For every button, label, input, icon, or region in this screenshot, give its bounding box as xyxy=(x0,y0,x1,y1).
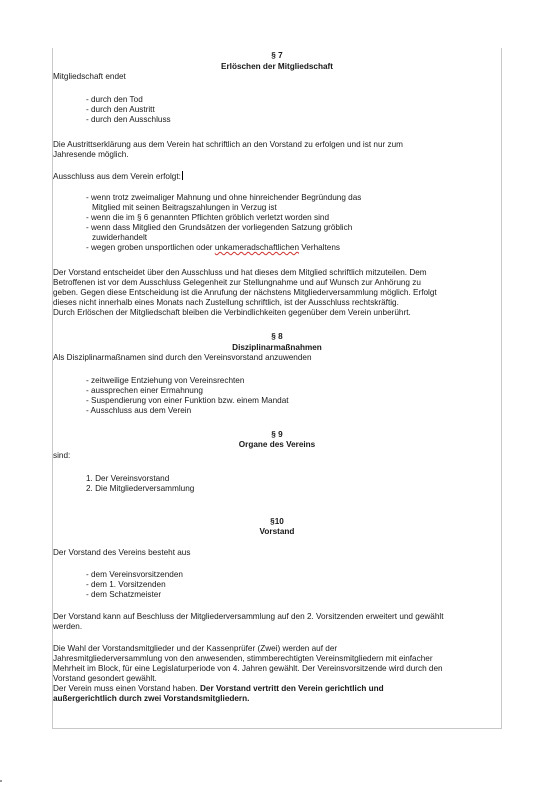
paragraph-line: Die Wahl der Vorstandsmitglieder und der Kassenprüfer (Zwei) werden auf der xyxy=(53,644,338,653)
section-8-title: Disziplinarmaßnahmen xyxy=(232,343,322,352)
misspelled-word[interactable]: unkameradschaftlichen xyxy=(214,243,300,252)
list-item-continuation: Mitglied mit seinen Beitragszahlungen in Verzug ist xyxy=(92,203,277,212)
section-10-number: §10 xyxy=(270,517,284,526)
list-item: - durch den Ausschluss xyxy=(86,115,171,124)
list-item: - dem Schatzmeister xyxy=(86,590,162,599)
section-9-title: Organe des Vereins xyxy=(238,440,316,449)
paragraph-line: Durch Erlöschen der Mitgliedschaft bleiben die Verbindlichkeiten gegenüber dem Verein unberührt. xyxy=(53,308,411,317)
list-item: - dem Vereinsvorsitzenden xyxy=(86,570,183,579)
section-8-number: § 8 xyxy=(271,332,283,341)
paragraph-line xyxy=(53,684,384,694)
list-item: 2. Die Mitgliederversammlung xyxy=(86,484,195,493)
list-item xyxy=(86,243,340,253)
paragraph-line: Der Vorstand entscheidet über den Ausschluss und hat dieses dem Mitglied schriftlich mitzuteilen. Dem xyxy=(53,268,427,277)
list-item: - wenn dass Mitglied den Grundsätzen der vorliegenden Satzung gröblich xyxy=(86,223,353,232)
document-page xyxy=(52,48,502,729)
list-item-continuation: zuwiderhandelt xyxy=(92,233,148,242)
section-7-number: § 7 xyxy=(271,51,283,60)
paragraph-line: geben. Gegen diese Entscheidung ist die Anrufung der nächstens Mitgliederversammlung möglich. Erfolgt xyxy=(53,288,437,297)
section-9-intro: sind: xyxy=(53,451,71,460)
section-10-title: Vorstand xyxy=(259,527,295,536)
ausschluss-intro xyxy=(53,171,183,182)
list-item: - dem 1. Vorsitzenden xyxy=(86,580,166,589)
list-item: - Ausschluss aus dem Verein xyxy=(86,406,192,415)
section-9-number: § 9 xyxy=(271,430,283,439)
list-item: - zeitweilige Entziehung von Vereinsrechten xyxy=(86,376,245,385)
list-item: - aussprechen einer Ermahnung xyxy=(86,386,203,395)
section-7-intro: Mitgliedschaft endet xyxy=(53,72,126,81)
list-item: 1. Der Vereinsvorstand xyxy=(86,474,170,483)
section-8-intro: Als Disziplinarmaßnamen sind durch den Vereinsvorstand anzuwenden xyxy=(53,353,312,362)
paragraph-line: Mehrheit im Block, für eine Legislaturperiode von 4. Jahren gewählt. Der Vereinsvorsitzende wird durch den xyxy=(53,664,443,673)
paragraph-line: Jahresende möglich. xyxy=(53,150,129,159)
list-item: - wenn trotz zweimaliger Mahnung und ohne hinreichender Begründung das xyxy=(86,193,362,202)
list-item: - Suspendierung von einer Funktion bzw. einem Mandat xyxy=(86,396,289,405)
paragraph-bold-text: Der Vorstand vertritt den Verein gerichtlich und xyxy=(200,684,384,693)
paragraph-line: Jahresmitgliederversammlung von den anwesenden, stimmberechtigten Vereinsmitgliedern mit einfacher xyxy=(53,654,433,663)
paragraph-line: Die Austrittserklärung aus dem Verein hat schriftlich an den Vorstand zu erfolgen und ist nur zum xyxy=(53,140,403,149)
paragraph-line: werden. xyxy=(53,622,83,631)
paragraph-line: Der Vorstand kann auf Beschluss der Mitgliederversammlung auf den 2. Vorsitzenden erweitert und gewählt xyxy=(53,612,444,621)
reason-text: - wegen groben unsportlichen oder xyxy=(86,243,215,252)
list-item: - durch den Tod xyxy=(86,95,143,104)
paragraph-line: Vorstand gesondert gewählt. xyxy=(53,674,157,683)
paragraph-bold-line: außergerichtlich durch zwei Vorstandsmitgliedern. xyxy=(53,694,250,703)
section-7-title: Erlöschen der Mitgliedschaft xyxy=(221,62,333,71)
paragraph-line: Betroffenen ist vor dem Ausschluss Gelegenheit zur Stellungnahme und auf Wunsch zur Anhörung zu xyxy=(53,278,421,287)
page-corner-mark xyxy=(0,780,2,782)
ausschluss-intro-text: Ausschluss aus dem Verein erfolgt: xyxy=(53,172,181,181)
paragraph-text: Der Verein muss einen Vorstand haben. xyxy=(53,684,201,693)
reason-text: Verhaltens xyxy=(299,243,340,252)
section-10-intro: Der Vorstand des Vereins besteht aus xyxy=(53,548,191,557)
text-cursor xyxy=(182,171,183,180)
list-item: - durch den Austritt xyxy=(86,105,155,114)
list-item: - wenn die im § 6 genannten Pflichten gröblich verletzt worden sind xyxy=(86,213,330,222)
paragraph-line: dieses nicht innerhalb eines Monats nach Zustellung schriftlich, ist der Ausschluss rechtskräftig. xyxy=(53,298,399,307)
